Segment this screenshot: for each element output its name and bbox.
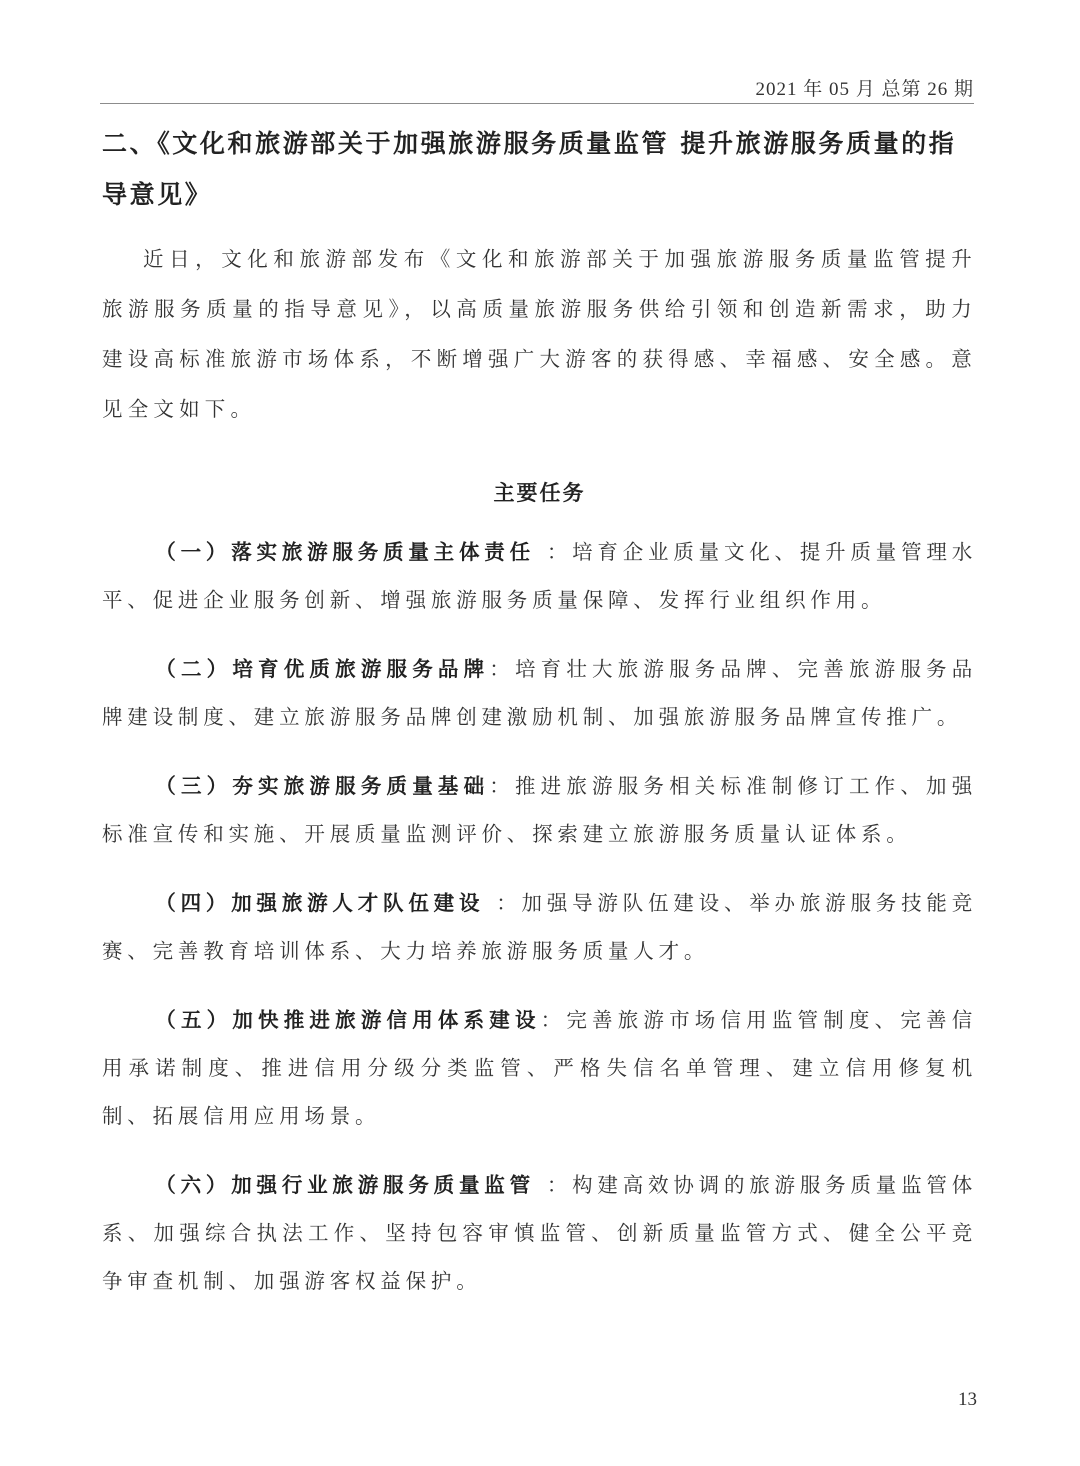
task-item-label: （二）培育优质旅游服务品牌 [155,657,490,681]
task-item-1 [102,528,977,624]
task-item-3 [102,762,977,858]
task-item-text: ：加强导游队伍建设、举办旅游服务技能竞赛、完善教育培训体系、大力培养旅游服务质量人才。 [102,891,977,963]
task-item-text: ：培育企业质量文化、提升质量管理水平、促进企业服务创新、增强旅游服务质量保障、发挥行业组织作用。 [102,540,977,612]
intro-paragraph: 近日，文化和旅游部发布《文化和旅游部关于加强旅游服务质量监管提升旅游服务质量的指导意见》，以高质量旅游服务供给引领和创造新需求，助力建设高标准旅游市场体系，不断增强广大游客的获得感、幸福感、安全感。意见全文如下。 [102,247,977,421]
task-item-5 [102,996,977,1140]
page-number: 13 [958,1389,977,1410]
issue-header: 2021 年 05 月 总第 26 期 [755,79,974,100]
task-item-label: （五）加快推进旅游信用体系建设 [155,1008,541,1032]
article-heading: 二、《文化和旅游部关于加强旅游服务质量监管 提升旅游服务质量的指导意见》 [102,129,957,209]
task-item-text: ：完善旅游市场信用监管制度、完善信用承诺制度、推进信用分级分类监管、严格失信名单管理、建立信用修复机制、拓展信用应用场景。 [102,1008,977,1128]
task-item-label: （三）夯实旅游服务质量基础 [155,774,490,798]
task-item-label: （一）落实旅游服务质量主体责任 [155,540,547,564]
task-item-6 [102,1161,977,1305]
header-divider [100,103,974,104]
task-item-2 [102,645,977,741]
task-item-4 [102,879,977,975]
task-item-text: ：培育壮大旅游服务品牌、完善旅游服务品牌建设制度、建立旅游服务品牌创建激励机制、加强旅游服务品牌宣传推广。 [102,657,978,729]
article-body [102,118,977,1326]
task-item-text: ：构建高效协调的旅游服务质量监管体系、加强综合执法工作、坚持包容审慎监管、创新质量监管方式、健全公平竞争审查机制、加强游客权益保护。 [102,1173,977,1293]
task-item-label: （六）加强行业旅游服务质量监管 [155,1173,547,1197]
task-item-label: （四）加强旅游人才队伍建设 [155,891,497,915]
task-item-text: ：推进旅游服务相关标准制修订工作、加强标准宣传和实施、开展质量监测评价、探索建立旅游服务质量认证体系。 [102,774,978,846]
section-title: 主要任务 [493,481,586,505]
